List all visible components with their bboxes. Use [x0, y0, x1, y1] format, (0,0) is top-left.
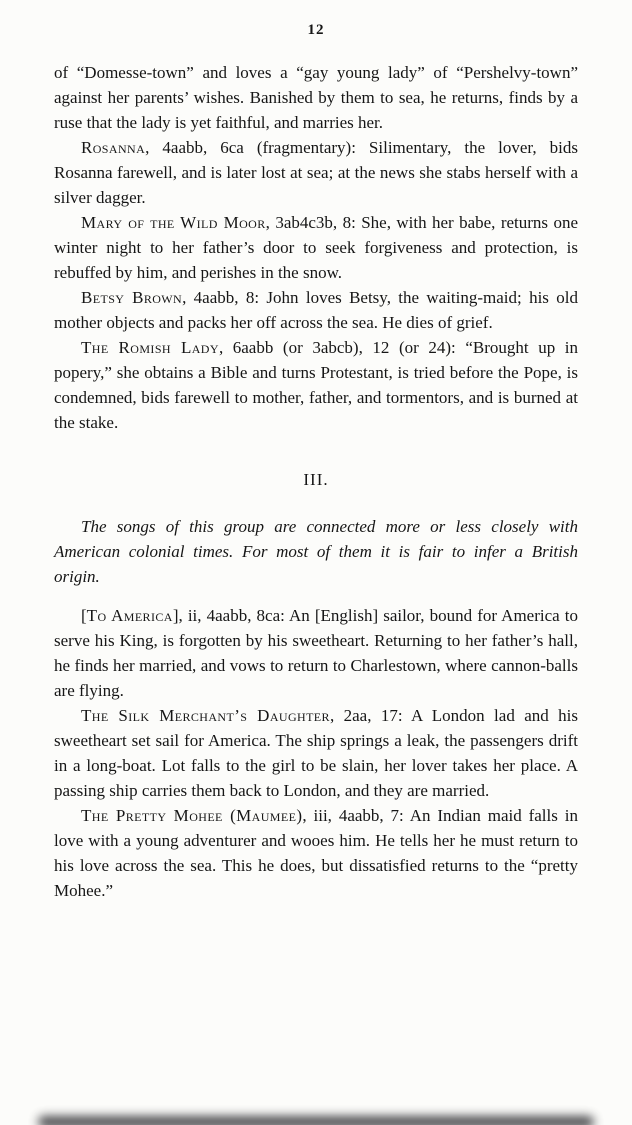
- text-run: , 2aa, 17: A London lad and his sweetheart set sail for America. The ship springs a leak, the passengers drift in a long-boat. Lot falls to the girl to be slain, her lover takes her place. A passing ship carries them back to London, and they are married.: [54, 706, 578, 800]
- paragraph: [54, 514, 578, 589]
- paragraph: [54, 603, 578, 703]
- song-title: Mary of the Wild Moor: [81, 213, 266, 232]
- section-heading: III.: [303, 470, 329, 489]
- text-run: of “Domesse-town” and loves a “gay young lady” of “Pershelvy-town” against her parents’ wishes. Banished by them to sea, he returns, finds by a ruse that the lady is yet faithful, and marries her.: [54, 63, 578, 132]
- scan-edge-shadow: [38, 1116, 594, 1125]
- song-title: Rosanna: [81, 138, 146, 157]
- song-title: Betsy Brown: [81, 288, 183, 307]
- song-title: To America: [86, 606, 173, 625]
- text-run: , 3ab4c3b, 8: She, with her babe, returns one winter night to her father’s door to seek forgiveness and protection, is rebuffed by him, and perishes in the snow.: [54, 213, 578, 282]
- song-title: The Silk Merchant’s Daughter: [81, 706, 330, 725]
- text-run: , 4aabb, 6ca (fragmentary): Silimentary, the lover, bids Rosanna farewell, and is later lost at sea; at the news she stabs herself with a silver dagger.: [54, 138, 578, 207]
- text-run: [: [81, 606, 87, 625]
- text-run: The songs of this group are connected more or less closely with American colonial times. For most of them it is fair to infer a British origin.: [54, 517, 578, 586]
- page-number: 12: [307, 22, 325, 38]
- paragraph: [54, 60, 578, 135]
- paragraph: [54, 803, 578, 903]
- paragraph: [54, 703, 578, 803]
- paragraph: [54, 285, 578, 335]
- page-body: [54, 60, 578, 903]
- song-title: The Romish Lady: [81, 338, 219, 357]
- paragraph: [54, 210, 578, 285]
- text-run: , iii, 4aabb, 7: An Indian maid falls in love with a young adventurer and wooes him. He tells her he must return to his love across the sea. This he does, but dissatisfied returns to the “pretty Mohee.”: [54, 806, 578, 900]
- text-run: ], ii, 4aabb, 8ca: An [English] sailor, bound for America to serve his King, is forgotten by his sweetheart. Returning to her father’s hall, he finds her married, and vows to return to Charlestown, where cannon-balls are flying.: [54, 606, 579, 700]
- text-run: , 4aabb, 8: John loves Betsy, the waiting-maid; his old mother objects and packs her off across the sea. He dies of grief.: [54, 288, 578, 332]
- text-run: , 6aabb (or 3abcb), 12 (or 24): “Brought up in popery,” she obtains a Bible and turns Protestant, is tried before the Pope, is condemned, bids farewell to mother, father, and tormentors, and is burned at the stake.: [54, 338, 578, 432]
- paragraph: [54, 135, 578, 210]
- song-title: The Pretty Mohee (Maumee): [81, 806, 303, 825]
- paragraph: [54, 335, 578, 435]
